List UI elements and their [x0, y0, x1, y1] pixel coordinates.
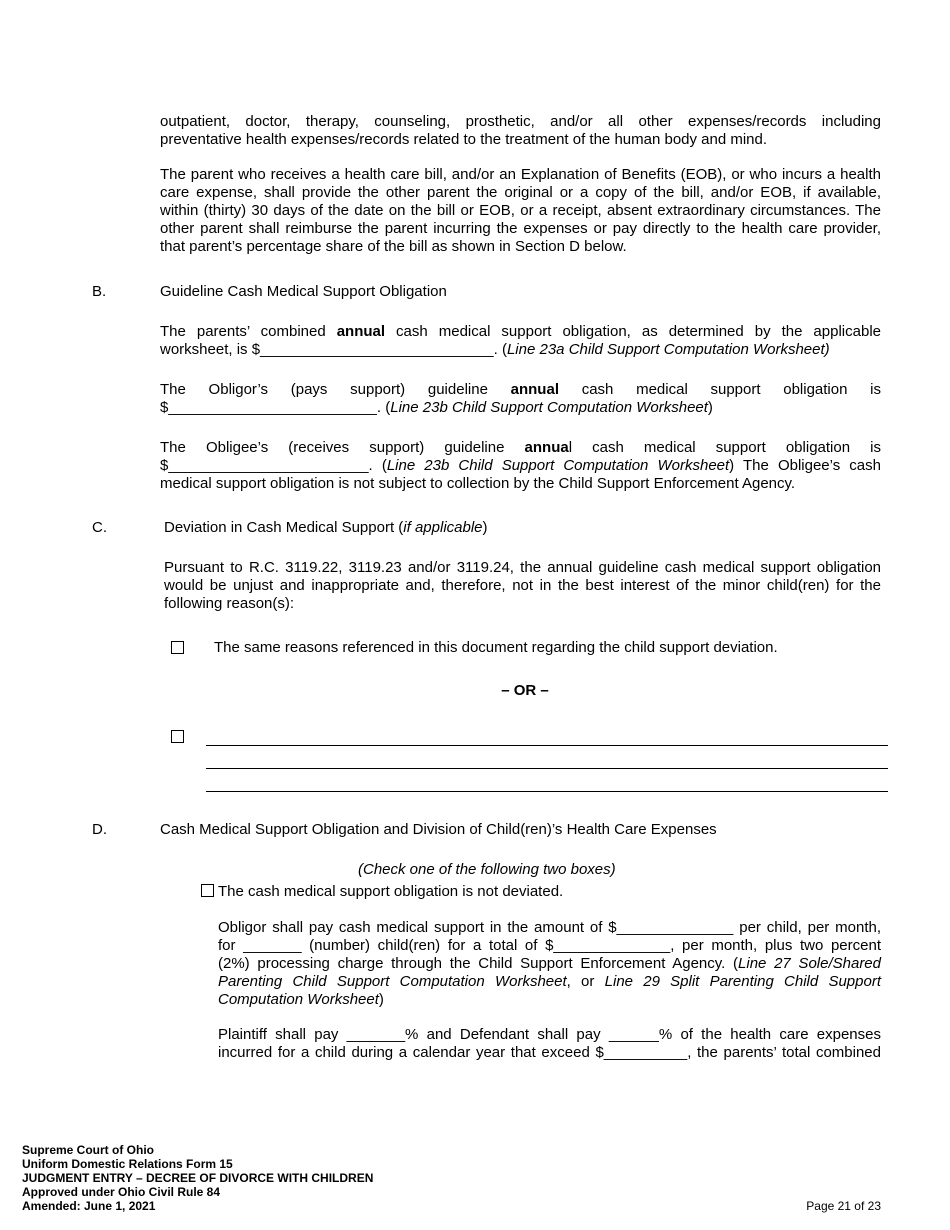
- page-number: Page 21 of 23: [806, 1199, 881, 1213]
- italic-text: if applicable: [403, 519, 483, 536]
- footer-form-title: JUDGMENT ENTRY – DECREE OF DIVORCE WITH CHILDREN: [22, 1171, 374, 1185]
- bold-text: annual: [510, 381, 559, 398]
- section-b-letter: B.: [92, 283, 107, 300]
- footer-amended: Amended: June 1, 2021: [22, 1199, 156, 1213]
- text-line: [218, 955, 881, 973]
- text-line: [160, 341, 881, 359]
- text-line: other parent shall reimburse the parent incurring the expenses or pay directly to the health care provider,: [160, 220, 881, 237]
- text-line: within (thirty) 30 days of the date on the bill or EOB, or a receipt, absent extraordinary circumstances. The: [160, 202, 881, 219]
- section-c-heading: [164, 519, 488, 537]
- text-line: [218, 973, 881, 991]
- section-c-letter: C.: [92, 519, 107, 536]
- text-line: [160, 439, 881, 457]
- paragraph-obligor-pays: [218, 919, 881, 1009]
- reason-entry-line[interactable]: [206, 791, 888, 792]
- paragraph-obligee-obligation: [160, 439, 881, 493]
- section-b-heading: Guideline Cash Medical Support Obligation: [160, 283, 447, 300]
- text-line: Pursuant to R.C. 3119.22, 3119.23 and/or 3119.24, the annual guideline cash medical support obligation: [164, 559, 881, 576]
- text-run: $________________________. (: [160, 457, 387, 474]
- footer-approval: Approved under Ohio Civil Rule 84: [22, 1185, 221, 1199]
- italic-text: Line 29 Split Parenting Child Support: [604, 973, 882, 990]
- text-run: The parents’ combined: [160, 323, 337, 340]
- text-line: Obligor shall pay cash medical support in the amount of $______________ per child, per month,: [218, 919, 881, 936]
- italic-text: Computation Worksheet: [218, 991, 379, 1008]
- text-line: following reason(s):: [164, 595, 295, 612]
- same-reasons-label: The same reasons referenced in this document regarding the child support deviation.: [214, 639, 778, 656]
- or-separator: – OR –: [501, 682, 549, 699]
- text-line: for _______ (number) child(ren) for a total of $______________, per month, plus two percent: [218, 937, 881, 954]
- other-reasons-checkbox[interactable]: [171, 730, 184, 743]
- italic-text: Line 23b Child Support Computation Worksheet: [386, 457, 730, 474]
- paragraph-health-care-bill: [160, 166, 881, 256]
- text-line: The parent who receives a health care bill, and/or an Explanation of Benefits (EOB), or who incurs a health: [160, 166, 881, 183]
- footer-form-name: Uniform Domestic Relations Form 15: [22, 1157, 233, 1171]
- text-run: ): [707, 399, 713, 416]
- italic-text: Line 23b Child Support Computation Worksheet: [390, 399, 708, 416]
- text-line: [160, 399, 881, 417]
- text-run: ): [482, 519, 488, 536]
- same-reasons-checkbox[interactable]: [171, 641, 184, 654]
- check-instruction: (Check one of the following two boxes): [358, 861, 616, 878]
- paragraph-health-expenses-continued: [160, 113, 881, 149]
- text-line: outpatient, doctor, therapy, counseling, prosthetic, and/or all other expenses/records including: [160, 113, 881, 130]
- italic-text: Line 27 Sole/Shared: [738, 955, 881, 972]
- not-deviated-checkbox[interactable]: [201, 884, 214, 897]
- text-run: (2%) processing charge through the Child Support Enforcement Agency. (: [218, 955, 739, 972]
- form-footer: [22, 1143, 373, 1213]
- text-line: Plaintiff shall pay _______% and Defendant shall pay ______% of the health care expenses: [218, 1026, 881, 1043]
- text-run: cash medical support obligation, as determined by the applicable: [385, 323, 881, 340]
- section-d-letter: D.: [92, 821, 107, 838]
- text-run: ): [378, 991, 384, 1008]
- bold-text: annua: [524, 439, 569, 456]
- paragraph-deviation-reasons: [164, 559, 881, 613]
- text-run: The Obligee’s (receives support) guideline: [160, 439, 525, 456]
- text-line: incurred for a child during a calendar year that exceed $__________, the parents’ total combined: [218, 1044, 881, 1061]
- text-run: $_________________________. (: [160, 399, 391, 416]
- paragraph-combined-obligation: [160, 323, 881, 359]
- text-line: would be unjust and inappropriate and, therefore, not in the best interest of the minor child(ren) for the: [164, 577, 881, 594]
- text-run: The Obligor’s (pays support) guideline: [160, 381, 511, 398]
- italic-text: Parenting Child Support Computation Worksheet: [218, 973, 567, 990]
- text-line: medical support obligation is not subject to collection by the Child Support Enforcement Agency.: [160, 475, 796, 492]
- text-line: care expense, shall provide the other parent the original or a copy of the bill, and/or EOB, if available,: [160, 184, 881, 201]
- text-run: , or: [566, 973, 605, 990]
- text-run: Deviation in Cash Medical Support (: [164, 519, 404, 536]
- not-deviated-label: The cash medical support obligation is not deviated.: [218, 883, 564, 900]
- text-run: cash medical support obligation is: [558, 381, 881, 398]
- footer-court: Supreme Court of Ohio: [22, 1143, 154, 1157]
- text-line: [160, 381, 881, 399]
- italic-text: Line 23a Child Support Computation Worksheet): [506, 341, 830, 358]
- text-run: worksheet, is $____________________________. (: [160, 341, 507, 358]
- text-run: l cash medical support obligation is: [568, 439, 881, 456]
- paragraph-expense-split: [218, 1026, 881, 1062]
- text-line: that parent’s percentage share of the bill as shown in Section D below.: [160, 238, 627, 255]
- reason-entry-line[interactable]: [206, 745, 888, 746]
- reason-entry-line[interactable]: [206, 768, 888, 769]
- text-line: [160, 323, 881, 341]
- section-d-heading: Cash Medical Support Obligation and Division of Child(ren)’s Health Care Expenses: [160, 821, 717, 838]
- paragraph-obligor-obligation: [160, 381, 881, 417]
- text-line: preventative health expenses/records related to the treatment of the human body and mind.: [160, 131, 768, 148]
- text-run: ) The Obligee’s cash: [729, 457, 881, 474]
- bold-text: annual: [336, 323, 386, 340]
- text-line: [160, 457, 881, 475]
- text-line: [218, 991, 881, 1009]
